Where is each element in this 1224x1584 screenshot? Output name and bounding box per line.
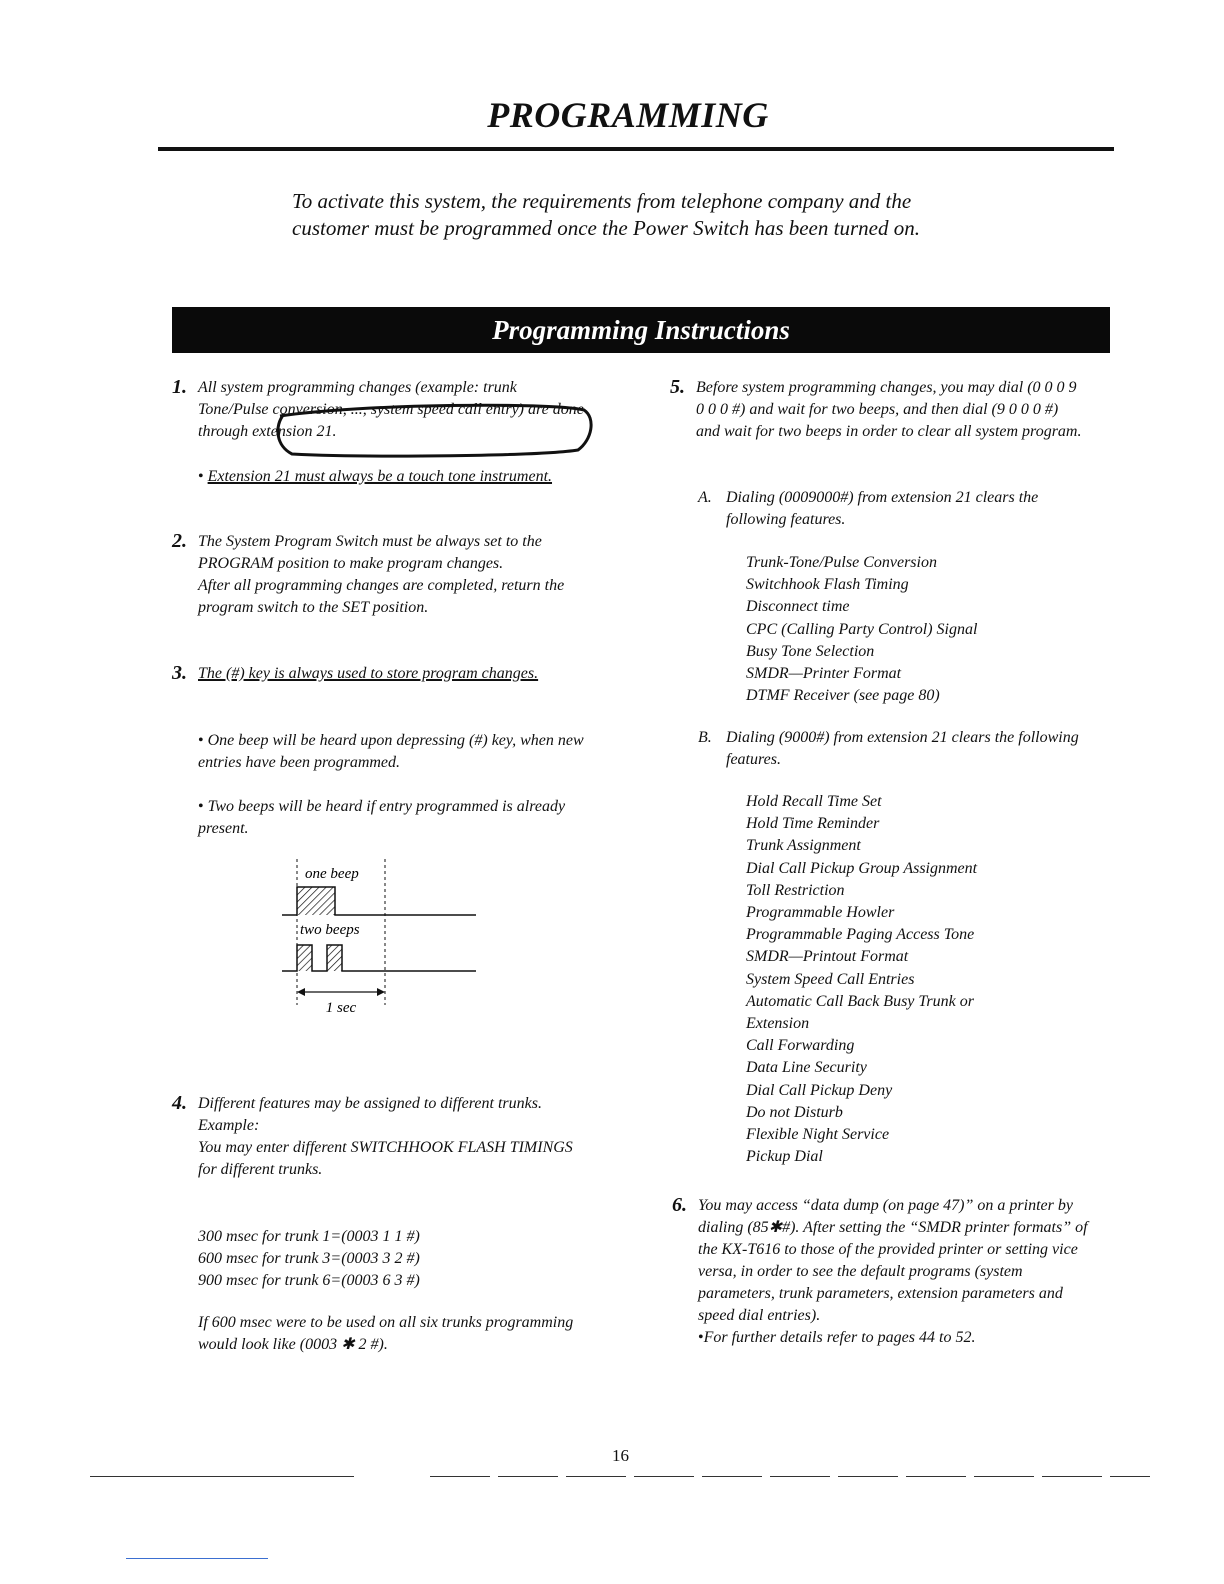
item-5-text: Before system programming changes, you may dial (0 0 0 9 0 0 0 #) and wait for two beeps, and then dial (9 0 0 0 #) and wait for two beeps in order to clear all system program. [696, 379, 1082, 440]
item-6-bullet [698, 1327, 1088, 1349]
feature-item: Do not Disturb [746, 1103, 843, 1121]
feature-item: Pickup Dial [746, 1148, 823, 1166]
item-5-b [698, 727, 1086, 771]
item-3-number: 3. [172, 662, 187, 684]
item-2-text: The System Program Switch must be always set to the PROGRAM position to make program changes. [198, 533, 542, 572]
title-rule [158, 147, 1114, 151]
item-4-closing: If 600 msec were to be used on all six trunks programming would look like (0003 ✱ 2 #). [198, 1314, 574, 1353]
item-1-bullet [198, 466, 586, 488]
item-2-after: After all programming changes are completed, return the program switch to the SET position. [198, 577, 565, 616]
feature-item: Hold Recall Time Set [746, 793, 882, 810]
item-4-example-text: You may enter different SWITCHHOOK FLASH TIMINGS for different trunks. [198, 1139, 573, 1178]
item-4 [172, 1092, 586, 1181]
feature-item: Dial Call Pickup Deny [746, 1081, 893, 1099]
feature-item: CPC (Calling Party Control) Signal [746, 620, 978, 638]
one-beep-label: one beep [305, 866, 359, 882]
item-1-text: All system programming changes (example: trunk Tone/Pulse conversion, ..., system speed call entry) are done through extension 21. [198, 379, 584, 440]
item-2-number: 2. [172, 530, 187, 552]
item-4-number: 4. [172, 1092, 187, 1114]
two-beeps-label: two beeps [300, 922, 360, 938]
item-3-bullet-2 [198, 796, 586, 840]
footer-rule-right [430, 1476, 1150, 1477]
one-beep-pulse [297, 887, 335, 915]
item-5-a [698, 487, 1086, 531]
item-4-timings [198, 1226, 586, 1292]
item-5-a-features [746, 552, 1076, 707]
feature-item: SMDR—Printer Format [746, 665, 902, 683]
duration-arrow-right-head [377, 988, 385, 996]
section-banner-text: Programming Instructions [492, 314, 790, 345]
two-beeps-pulse-2 [327, 945, 342, 971]
footer-rule-left [90, 1476, 354, 1477]
feature-item: Hold Time Reminder [746, 815, 880, 833]
item-5-b-features [746, 791, 1076, 1168]
item-3-bullet-2-text: Two beeps will be heard if entry programmed is already present. [198, 798, 566, 837]
page-number: 16 [612, 1446, 629, 1465]
feature-item: Flexible Night Service [746, 1126, 890, 1144]
item-6-text: You may access “data dump (on page 47)” on a printer by dialing (85✱#). After setting the “SMDR printer formats” of the KX-T616 to those of the provided printer or setting vice versa, in order to see the default programs (system parameters, trunk parameters, extension parameters and speed dial entries). [698, 1197, 1088, 1324]
item-2 [172, 530, 586, 619]
item-5-a-text: Dialing (0009000#) from extension 21 clears the following features. [726, 489, 1039, 528]
page-title: PROGRAMMING [487, 95, 769, 135]
feature-item: System Speed Call Entries [746, 970, 915, 988]
feature-item: Toll Restriction [746, 881, 845, 899]
feature-item: DTMF Receiver (see page 80) [746, 687, 940, 705]
item-3-bullet-1 [198, 730, 586, 774]
item-6-number: 6. [672, 1194, 687, 1216]
feature-item: Data Line Security [746, 1059, 867, 1077]
item-5-b-label: B. [698, 729, 712, 746]
feature-item: SMDR—Printout Format [746, 948, 909, 966]
item-1-bullet-text: Extension 21 must always be a touch tone instrument. [207, 468, 553, 485]
item-3-text: The (#) key is always used to store program changes. [198, 665, 539, 682]
item-5-b-text: Dialing (9000#) from extension 21 clears the following features. [726, 729, 1079, 768]
item-6-bullet-text: For further details refer to pages 44 to 52. [703, 1329, 976, 1346]
section-banner [172, 307, 1110, 353]
feature-item: Automatic Call Back Busy Trunk or [746, 992, 974, 1010]
feature-item: Trunk-Tone/Pulse Conversion [746, 554, 937, 571]
item-5-number: 5. [670, 376, 685, 398]
item-1-number: 1. [172, 376, 187, 398]
intro-paragraph: To activate this system, the requirements from telephone company and the customer must be programmed once the Power Switch has been turned on. [292, 189, 920, 240]
feature-item: Programmable Paging Access Tone [746, 926, 975, 944]
timing-line: 600 msec for trunk 3=(0003 3 2 #) [198, 1250, 420, 1267]
feature-item: Switchhook Flash Timing [746, 576, 909, 594]
feature-item: Trunk Assignment [746, 837, 861, 855]
scan-edge-line [126, 1558, 268, 1559]
feature-item: Programmable Howler [746, 904, 895, 922]
item-4-example-label: Example: [198, 1117, 260, 1134]
item-3 [172, 662, 586, 685]
feature-item: Busy Tone Selection [746, 642, 875, 660]
beep-timing-diagram [280, 855, 490, 1015]
duration-arrow-left-head [297, 988, 305, 996]
item-4-text: Different features may be assigned to different trunks. [198, 1095, 542, 1112]
timing-line: 900 msec for trunk 6=(0003 6 3 #) [198, 1272, 420, 1289]
two-beeps-pulse-1 [297, 945, 312, 971]
feature-item: Call Forwarding [746, 1037, 855, 1055]
feature-item: Dial Call Pickup Group Assignment [746, 859, 978, 877]
timing-line: 300 msec for trunk 1=(0003 1 1 #) [198, 1228, 420, 1245]
duration-label: 1 sec [325, 1000, 357, 1015]
item-6 [672, 1194, 1088, 1349]
feature-item: Extension [746, 1015, 810, 1033]
item-3-bullet-1-text: One beep will be heard upon depressing (#) key, when new entries have been programmed. [198, 732, 584, 771]
item-5 [670, 376, 1086, 443]
item-5-a-label: A. [698, 489, 712, 506]
feature-item: Disconnect time [746, 598, 850, 616]
annotation-oval [240, 396, 600, 476]
